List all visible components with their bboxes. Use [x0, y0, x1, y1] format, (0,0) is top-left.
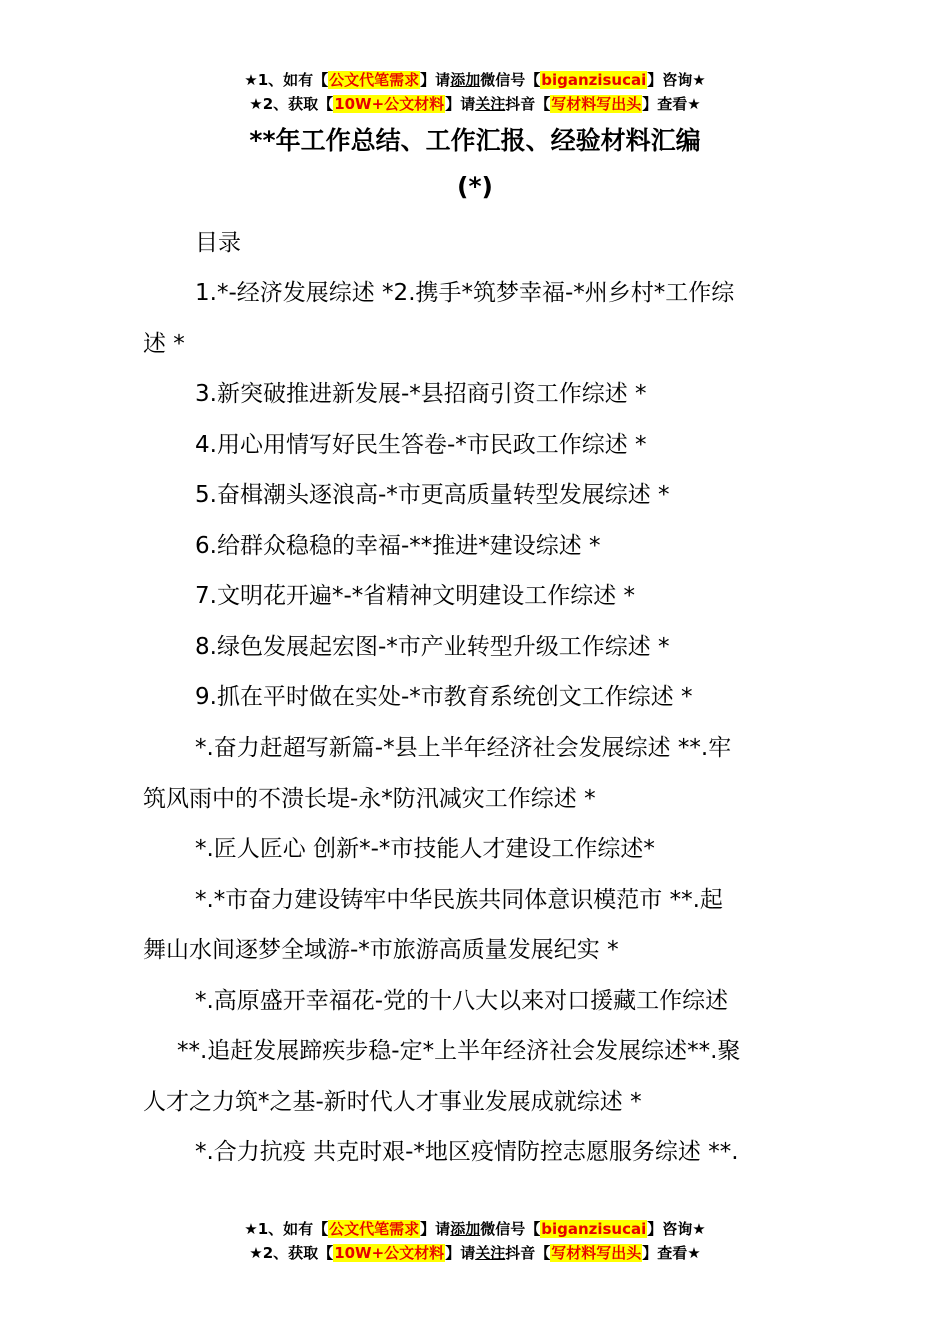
highlight-text: 10W+公文材料: [334, 95, 445, 113]
toc-line: 人才之力筑*之基-新时代人才事业发展成就综述 *: [143, 1089, 642, 1115]
toc-heading: 目录: [195, 230, 241, 256]
promo-line-2: ★2、获取【10W+公文材料】请关注抖音【写材料写出头】查看★: [249, 1244, 701, 1262]
toc-line: 舞山水间逐梦全域游-*市旅游高质量发展纪实 *: [143, 937, 619, 963]
toc-line: 筑风雨中的不溃长堤-永*防汛减灾工作综述 *: [143, 786, 596, 812]
document-title: **年工作总结、工作汇报、经验材料汇编: [249, 126, 701, 155]
document-subtitle: (*): [457, 172, 493, 201]
toc-line: 述 *: [143, 331, 185, 357]
wechat-id: biganzisucai: [541, 1220, 647, 1238]
toc-line: **.追赶发展蹄疾步稳-定*上半年经济社会发展综述**.聚: [177, 1038, 741, 1064]
toc-line: 3.新突破推进新发展-*县招商引资工作综述 *: [195, 381, 647, 407]
highlight-text: 10W+公文材料: [334, 1244, 445, 1262]
highlight-text: 公文代笔需求: [329, 71, 420, 89]
toc-line: 5.奋楫潮头逐浪高-*市更高质量转型发展综述 *: [195, 482, 670, 508]
toc-line: 8.绿色发展起宏图-*市产业转型升级工作综述 *: [195, 634, 670, 660]
promo-line-1: ★1、如有【公文代笔需求】请添加微信号【biganzisucai】咨询★: [244, 1220, 706, 1238]
highlight-text: 公文代笔需求: [329, 1220, 420, 1238]
promo-line-2: ★2、获取【10W+公文材料】请关注抖音【写材料写出头】查看★: [249, 95, 701, 113]
douyin-id: 写材料写出头: [551, 95, 642, 113]
toc-line: *.*市奋力建设铸牢中华民族共同体意识模范市 **.起: [195, 887, 723, 913]
toc-line: 7.文明花开遍*-*省精神文明建设工作综述 *: [195, 583, 636, 609]
promo-banner-bottom: [0, 1217, 950, 1265]
toc-line: *.合力抗疫 共克时艰-*地区疫情防控志愿服务综述 **.: [195, 1139, 739, 1165]
toc-line: *.奋力赶超写新篇-*县上半年经济社会发展综述 **.牢: [195, 735, 732, 761]
toc-line: 6.给群众稳稳的幸福-**推进*建设综述 *: [195, 533, 601, 559]
promo-banner-top: [0, 68, 950, 116]
toc-line: *.匠人匠心 创新*-*市技能人才建设工作综述*: [195, 836, 655, 862]
toc-line: 9.抓在平时做在实处-*市教育系统创文工作综述 *: [195, 684, 693, 710]
toc-line: 4.用心用情写好民生答卷-*市民政工作综述 *: [195, 432, 647, 458]
toc-line: *.高原盛开幸福花-党的十八大以来对口援藏工作综述: [195, 988, 729, 1014]
wechat-id: biganzisucai: [541, 71, 647, 89]
toc-line: 1.*-经济发展综述 *2.携手*筑梦幸福-*州乡村*工作综: [195, 280, 735, 306]
promo-line-1: ★1、如有【公文代笔需求】请添加微信号【biganzisucai】咨询★: [244, 71, 706, 89]
douyin-id: 写材料写出头: [551, 1244, 642, 1262]
